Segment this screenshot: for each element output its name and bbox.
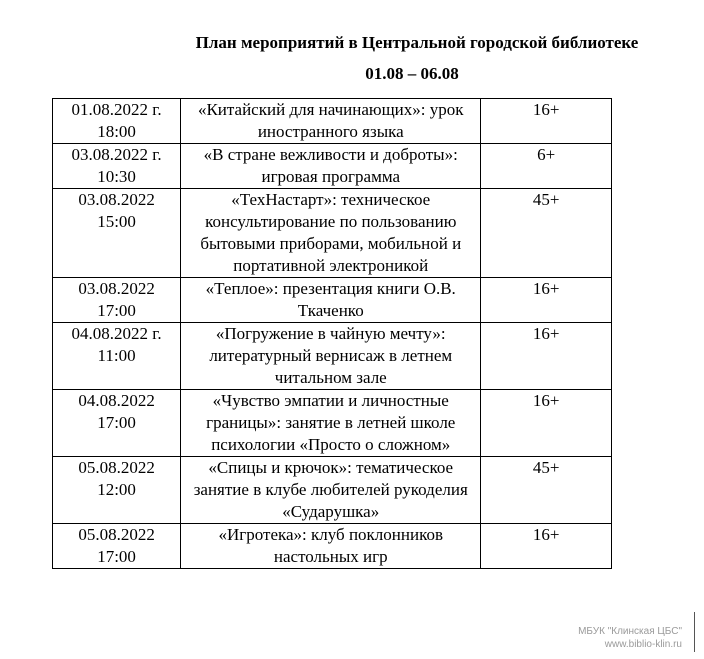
table-row [53, 524, 612, 569]
date-cell: 03.08.2022 15:00 [53, 189, 181, 278]
age-cell: 45+ [481, 457, 612, 524]
age-cell: 16+ [481, 99, 612, 144]
age-cell: 16+ [481, 278, 612, 323]
date-cell: 04.08.2022 г. 11:00 [53, 323, 181, 390]
date-cell: 04.08.2022 17:00 [53, 390, 181, 457]
footer-organization: МБУК "Клинская ЦБС" [578, 626, 682, 637]
events-table [52, 98, 612, 569]
date-cell: 01.08.2022 г. 18:00 [53, 99, 181, 144]
event-cell: «Теплое»: презентация книги О.В. Ткаченко [181, 278, 481, 323]
event-cell: «Игротека»: клуб поклонников настольных игр [181, 524, 481, 569]
table-row [53, 457, 612, 524]
date-range: 01.08 – 06.08 [365, 64, 459, 83]
event-cell: «Погружение в чайную мечту»: литературный вернисаж в летнем читальном зале [181, 323, 481, 390]
event-cell: «Китайский для начинающих»: урок иностранного языка [181, 99, 481, 144]
event-cell: «ТехНастарт»: техническое консультирование по пользованию бытовыми приборами, мобильной и портативной электроникой [181, 189, 481, 278]
table-row [53, 189, 612, 278]
event-cell: «В стране вежливости и доброты»: игровая программа [181, 144, 481, 189]
age-cell: 16+ [481, 323, 612, 390]
table-row [53, 323, 612, 390]
document-title: План мероприятий в Центральной городской библиотеке [195, 33, 639, 52]
age-cell: 16+ [481, 524, 612, 569]
age-cell: 6+ [481, 144, 612, 189]
age-cell: 45+ [481, 189, 612, 278]
footer-watermark [578, 625, 682, 651]
age-cell: 16+ [481, 390, 612, 457]
date-cell: 03.08.2022 17:00 [53, 278, 181, 323]
table-row [53, 144, 612, 189]
event-cell: «Чувство эмпатии и личностные границы»: занятие в летней школе психологии «Просто о сложном» [181, 390, 481, 457]
table-row [53, 99, 612, 144]
footer-divider [694, 612, 695, 652]
date-cell: 05.08.2022 12:00 [53, 457, 181, 524]
footer-website: www.biblio-klin.ru [604, 639, 682, 650]
date-cell: 05.08.2022 17:00 [53, 524, 181, 569]
event-cell: «Спицы и крючок»: тематическое занятие в клубе любителей рукоделия «Сударушка» [181, 457, 481, 524]
date-cell: 03.08.2022 г. 10:30 [53, 144, 181, 189]
table-row [53, 390, 612, 457]
table-row [53, 278, 612, 323]
